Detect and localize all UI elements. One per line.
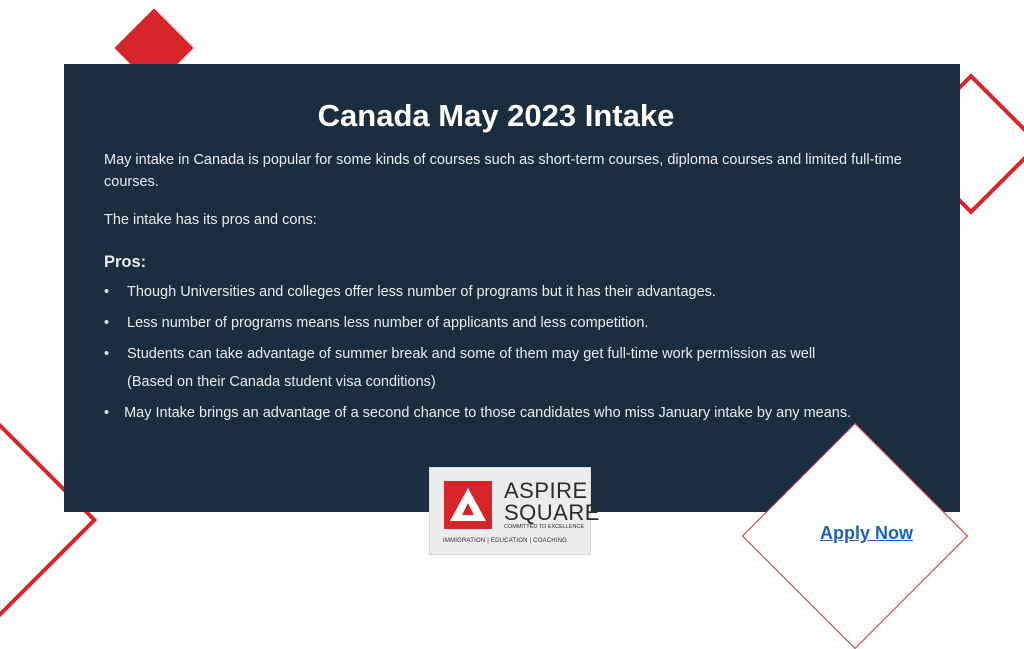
list-item <box>104 313 944 333</box>
list-item-text: Less number of programs means less number of applicants and less competition. <box>127 315 649 331</box>
bullet-icon: • <box>104 315 110 331</box>
pros-list <box>104 282 944 375</box>
pros-cons-line: The intake has its pros and cons: <box>104 212 317 228</box>
logo-brand-line2: SQUARE <box>504 500 600 525</box>
aspire-square-logo <box>429 467 600 555</box>
logo-services: IMMIGRATION | EDUCATION | COACHING <box>443 538 568 544</box>
apply-now-link[interactable]: Apply Now <box>820 523 913 543</box>
list-item-text: Students can take advantage of summer break and some of them may get full-time work permission as well <box>127 346 816 362</box>
pros-heading: Pros: <box>104 253 147 271</box>
list-item <box>104 344 944 364</box>
list-item-continuation: (Based on their Canada student visa conditions) <box>127 374 436 390</box>
logo-tagline: COMMITTED TO EXCELLENCE <box>504 524 585 530</box>
bullet-icon: • <box>104 284 110 300</box>
logo-brand-line1: ASPIRE <box>504 478 588 503</box>
bullet-icon: • <box>104 346 110 362</box>
list-item-text: May Intake brings an advantage of a second chance to those candidates who miss January intake by any means. <box>124 405 852 421</box>
bullet-icon: • <box>104 405 110 421</box>
list-item-text: Though Universities and colleges offer less number of programs but it has their advantages. <box>127 284 716 300</box>
list-item <box>104 282 944 302</box>
intro-paragraph: May intake in Canada is popular for some kinds of courses such as short-term courses, diploma courses and limited full-time courses. <box>104 152 902 190</box>
list-item <box>104 405 851 421</box>
slide-title: Canada May 2023 Intake <box>317 98 675 133</box>
logo-a-icon <box>444 481 492 529</box>
